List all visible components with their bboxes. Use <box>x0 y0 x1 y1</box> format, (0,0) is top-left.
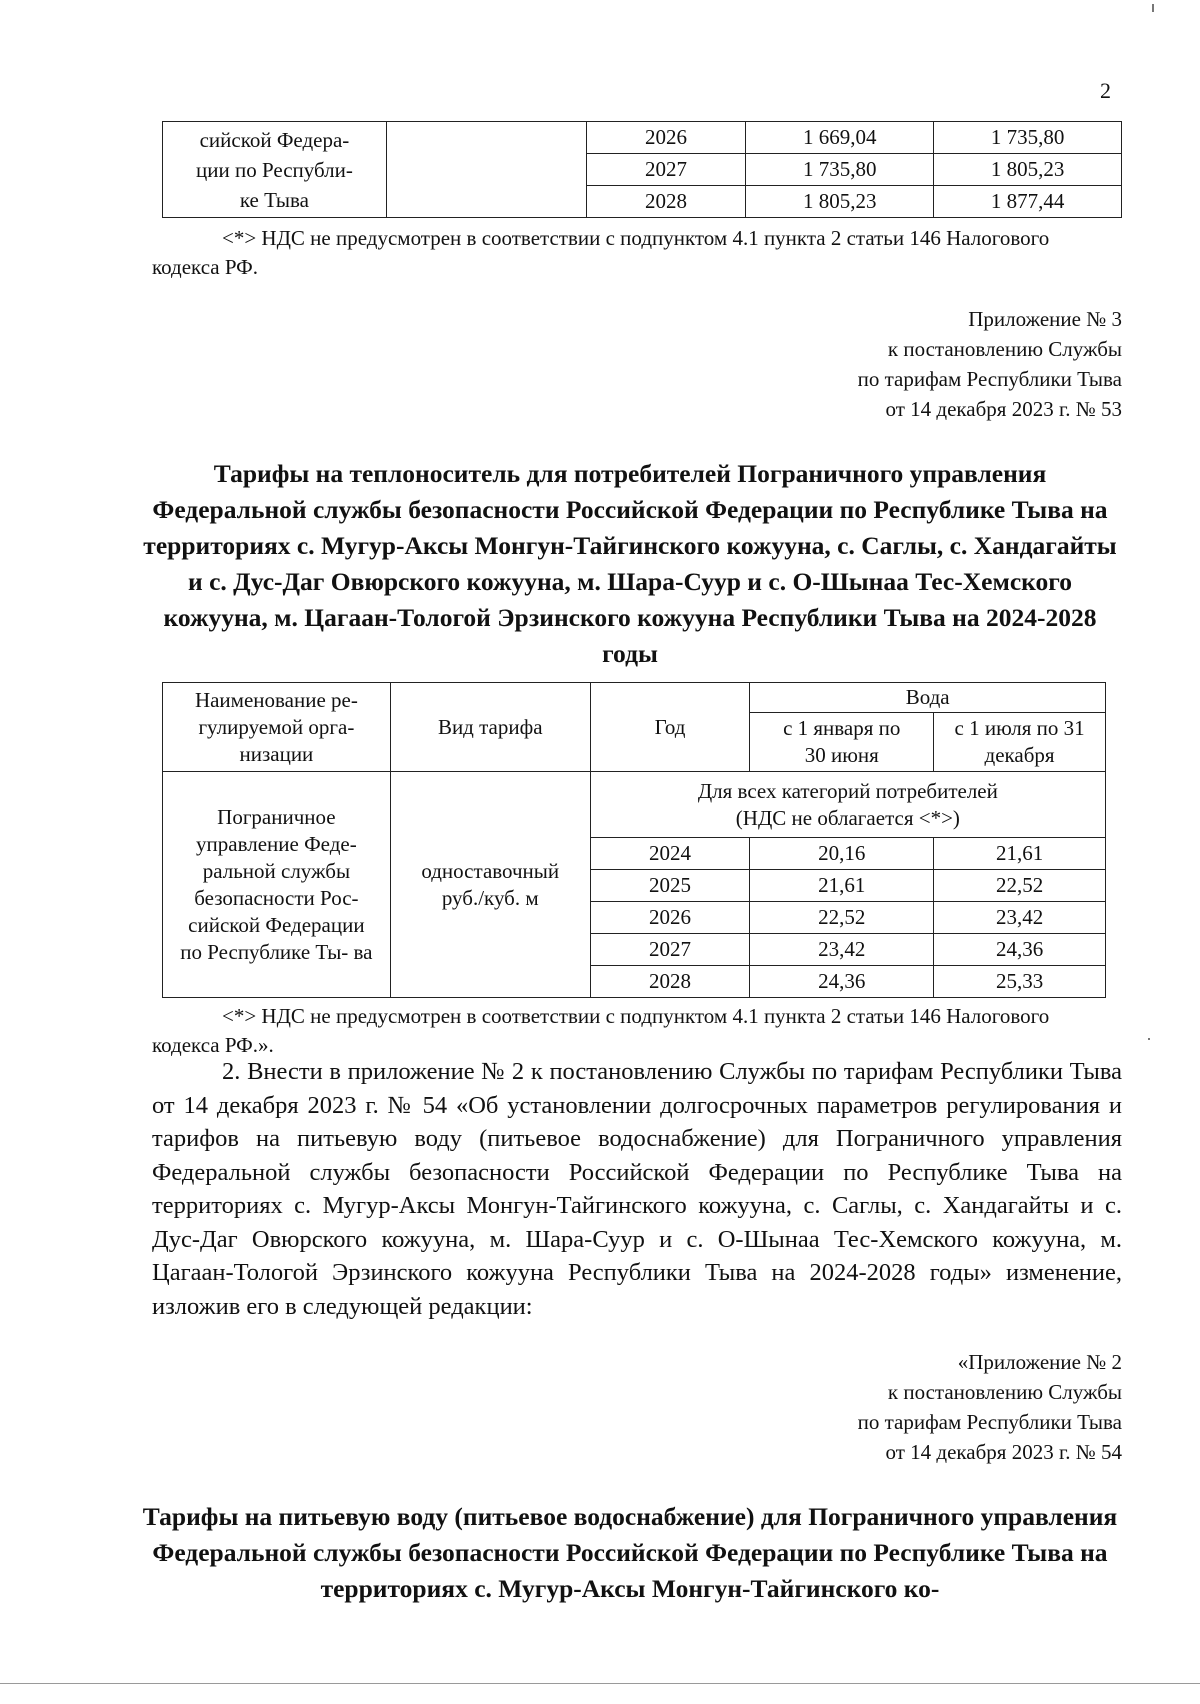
year-cell: 2024 <box>590 838 750 870</box>
value-cell: 1 669,04 <box>746 122 934 154</box>
header-year: Год <box>590 683 750 772</box>
tariff-type-cell <box>386 122 586 218</box>
header-org: Наименование ре- гулируемой орга- низации <box>163 683 391 772</box>
value-cell: 1 805,23 <box>934 154 1122 186</box>
paragraph-2: 2. Внести в приложение № 2 к постановлению Службы по тарифам Республики Тыва от 14 декабря 2023 г. № 54 «Об установлении долгосрочных параметров регулирования и тарифов на питьевую воду (питьевое водоснабжение) для Пограничного управления Федеральной службы безопасности Российской Федерации по Республике Тыва на территориях с. Мугур-Аксы Монгун-Тайгинского кожууна, с. Саглы, с. Хандагайты и с. Дус-Даг Овюрского кожууна, м. Шара-Суур и с. О-Шынаа Тес-Хемского кожууна, м. Цагаан-Тологой Эрзинского кожууна Республики Тыва на 2024-2028 годы» изменение, изложив его в следующей редакции: <box>152 1058 1122 1320</box>
appendix-line: по тарифам Республики Тыва <box>857 367 1122 391</box>
appendix-3-header <box>858 304 1122 424</box>
value-cell: 22,52 <box>750 902 934 934</box>
year-cell: 2028 <box>590 966 750 998</box>
table-row <box>163 122 1122 154</box>
year-cell: 2028 <box>586 186 746 218</box>
year-cell: 2025 <box>590 870 750 902</box>
tariff-table-continued <box>162 121 1122 218</box>
org-name-cell: Пограничное управление Феде- ральной службы безопасности Рос- сийской Федерации по Республике Ты- ва <box>163 772 391 998</box>
footnote-vat: <*> НДС не предусмотрен в соответствии с подпунктом 4.1 пункта 2 статьи 146 Налогового кодекса РФ. <box>152 226 1050 279</box>
header-period-2: с 1 июля по 31 декабря <box>934 713 1106 772</box>
appendix-line: от 14 декабря 2023 г. № 53 <box>885 397 1122 421</box>
header-period-1: с 1 января по 30 июня <box>750 713 934 772</box>
value-cell: 24,36 <box>934 934 1106 966</box>
year-cell: 2026 <box>590 902 750 934</box>
table-row <box>163 772 1106 838</box>
appendix-line: к постановлению Службы <box>887 1380 1122 1404</box>
consumer-category: Для всех категорий потребителей (НДС не облагается <*>) <box>590 772 1105 838</box>
value-cell: 1 735,80 <box>746 154 934 186</box>
appendix-line: к постановлению Службы <box>887 337 1122 361</box>
tariff-type-cell: одноставочный руб./куб. м <box>390 772 590 998</box>
scan-edge-line <box>0 1683 1200 1684</box>
scan-speck <box>1152 4 1154 12</box>
org-name-cell: сийской Федера- ции по Республи- ке Тыва <box>163 122 387 218</box>
value-cell: 21,61 <box>750 870 934 902</box>
appendix-line: Приложение № 3 <box>968 307 1122 331</box>
value-cell: 21,61 <box>934 838 1106 870</box>
footnote-vat-2: <*> НДС не предусмотрен в соответствии с подпунктом 4.1 пункта 2 статьи 146 Налогового кодекса РФ.». <box>152 1004 1050 1057</box>
coolant-tariffs-title: Тарифы на теплоноситель для потребителей Пограничного управления Федеральной службы безопасности Российской Федерации по Республике Тыва на территориях с. Мугур-Аксы Монгун-Тайгинского кожууна, с. Саглы, с. Хандагайты и с. Дус-Даг Овюрского кожууна, м. Шара-Суур и с. О-Шынаа Тес-Хемского кожууна, м. Цагаан-Тологой Эрзинского кожууна Республики Тыва на 2024-2028 годы <box>143 459 1117 668</box>
value-cell: 25,33 <box>934 966 1106 998</box>
value-cell: 20,16 <box>750 838 934 870</box>
year-cell: 2027 <box>590 934 750 966</box>
appendix-line: от 14 декабря 2023 г. № 54 <box>885 1440 1122 1464</box>
appendix-line: «Приложение № 2 <box>957 1350 1122 1374</box>
value-cell: 23,42 <box>750 934 934 966</box>
header-tariff-type: Вид тарифа <box>390 683 590 772</box>
year-cell: 2027 <box>586 154 746 186</box>
table-header-row <box>163 683 1106 713</box>
value-cell: 1 805,23 <box>746 186 934 218</box>
header-water: Вода <box>750 683 1106 713</box>
coolant-tariff-table <box>162 682 1106 998</box>
appendix-2-header <box>858 1347 1122 1467</box>
value-cell: 24,36 <box>750 966 934 998</box>
scan-speck <box>1148 1038 1150 1040</box>
value-cell: 1 877,44 <box>934 186 1122 218</box>
value-cell: 23,42 <box>934 902 1106 934</box>
page-number: 2 <box>1100 78 1111 103</box>
value-cell: 1 735,80 <box>934 122 1122 154</box>
value-cell: 22,52 <box>934 870 1106 902</box>
drinking-water-tariffs-title: Тарифы на питьевую воду (питьевое водоснабжение) для Пограничного управления Федеральной службы безопасности Российской Федерации по Республике Тыва на территориях с. Мугур-Аксы Монгун-Тайгинского ко- <box>142 1502 1118 1603</box>
appendix-line: по тарифам Республики Тыва <box>857 1410 1122 1434</box>
year-cell: 2026 <box>586 122 746 154</box>
